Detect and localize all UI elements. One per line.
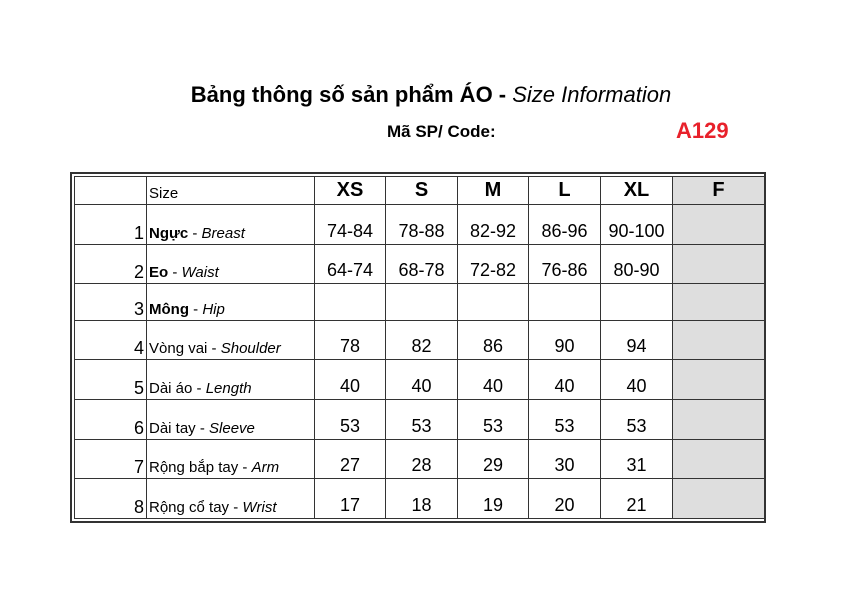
- value-cell-f: [673, 320, 765, 360]
- value-cell-m: 19: [458, 479, 529, 519]
- measurement-name: [147, 399, 315, 439]
- value-cell-f: [673, 244, 765, 284]
- value-cell-xl: 40: [601, 360, 673, 400]
- table-row: [75, 320, 765, 360]
- value-cell-m: [458, 284, 529, 320]
- value-cell-l: 40: [529, 360, 601, 400]
- value-cell-f: [673, 360, 765, 400]
- size-header-xs: XS: [315, 177, 386, 205]
- row-index: 7: [75, 439, 147, 479]
- size-header-s: S: [386, 177, 458, 205]
- value-cell-m: 72-82: [458, 244, 529, 284]
- value-cell-l: 86-96: [529, 205, 601, 245]
- value-cell-xl: [601, 284, 673, 320]
- table-row: [75, 360, 765, 400]
- measurement-name: [147, 205, 315, 245]
- measurement-name-english: Wrist: [242, 499, 277, 516]
- size-header-f: F: [673, 177, 765, 205]
- value-cell-m: 86: [458, 320, 529, 360]
- row-index: 8: [75, 479, 147, 519]
- value-cell-f: [673, 479, 765, 519]
- value-cell-m: 82-92: [458, 205, 529, 245]
- row-index: 3: [75, 284, 147, 320]
- measurement-name-english: Waist: [181, 264, 219, 282]
- value-cell-m: 53: [458, 399, 529, 439]
- value-cell-s: [386, 284, 458, 320]
- measurement-name-english: Arm: [251, 459, 280, 477]
- table-row: [75, 205, 765, 245]
- measurement-name-separator: -: [238, 459, 252, 477]
- measurement-name-vietnamese: Rộng bắp tay: [149, 459, 239, 477]
- value-cell-f: [673, 284, 765, 320]
- measurement-name-vietnamese: Mông: [149, 300, 189, 318]
- measurement-name-english: Shoulder: [220, 340, 281, 358]
- value-cell-xs: [315, 284, 386, 320]
- size-header-m: M: [458, 177, 529, 205]
- measurement-name-english: Hip: [202, 300, 225, 318]
- header-blank-cell: [75, 177, 147, 205]
- table-row: [75, 244, 765, 284]
- value-cell-l: 76-86: [529, 244, 601, 284]
- measurement-name: [147, 244, 315, 284]
- value-cell-f: [673, 205, 765, 245]
- table-row: [75, 399, 765, 439]
- value-cell-xs: 78: [315, 320, 386, 360]
- value-cell-f: [673, 399, 765, 439]
- value-cell-s: 40: [386, 360, 458, 400]
- value-cell-s: 28: [386, 439, 458, 479]
- product-code-value: A129: [676, 118, 729, 143]
- size-header-xl: XL: [601, 177, 673, 205]
- measurement-name-separator: -: [207, 340, 221, 358]
- value-cell-m: 29: [458, 439, 529, 479]
- value-cell-f: [673, 439, 765, 479]
- value-cell-xl: 94: [601, 320, 673, 360]
- value-cell-l: 90: [529, 320, 601, 360]
- value-cell-xl: 31: [601, 439, 673, 479]
- measurement-name-vietnamese: Eo: [149, 264, 169, 282]
- measurement-name-vietnamese: Dài tay: [149, 419, 196, 437]
- table-row: [75, 439, 765, 479]
- measurement-name-english: Sleeve: [209, 419, 255, 437]
- measurement-name-separator: -: [188, 224, 202, 242]
- value-cell-xs: 17: [315, 479, 386, 519]
- size-table-frame: [70, 172, 766, 523]
- value-cell-s: 78-88: [386, 205, 458, 245]
- measurement-name: [147, 360, 315, 400]
- row-index: 4: [75, 320, 147, 360]
- measurement-name-english: Breast: [201, 224, 245, 242]
- value-cell-l: [529, 284, 601, 320]
- measurement-name-separator: -: [188, 300, 203, 318]
- value-cell-m: 40: [458, 360, 529, 400]
- table-header-row: [75, 177, 765, 205]
- product-code-label: Mã SP/ Code:: [387, 122, 496, 141]
- row-index: 2: [75, 244, 147, 284]
- measurement-name: [147, 320, 315, 360]
- value-cell-s: 53: [386, 399, 458, 439]
- row-index: 1: [75, 205, 147, 245]
- measurement-name-separator: -: [229, 499, 243, 516]
- row-index: 5: [75, 360, 147, 400]
- measurement-name-vietnamese: Dài áo: [149, 379, 193, 397]
- value-cell-xl: 53: [601, 399, 673, 439]
- title-english: Size Information: [512, 82, 672, 107]
- table-row: [75, 284, 765, 320]
- measurement-name-separator: -: [192, 379, 206, 397]
- value-cell-xs: 53: [315, 399, 386, 439]
- measurement-name-english: Length: [205, 379, 252, 397]
- measurement-name: [147, 439, 315, 479]
- value-cell-xs: 74-84: [315, 205, 386, 245]
- row-index: 6: [75, 399, 147, 439]
- table-row: [75, 479, 765, 519]
- value-cell-xl: 90-100: [601, 205, 673, 245]
- value-cell-s: 18: [386, 479, 458, 519]
- value-cell-xs: 40: [315, 360, 386, 400]
- value-cell-s: 82: [386, 320, 458, 360]
- measurement-name-separator: -: [195, 419, 210, 437]
- value-cell-xs: 27: [315, 439, 386, 479]
- value-cell-xl: 21: [601, 479, 673, 519]
- title-vietnamese: Bảng thông số sản phẩm ÁO -: [190, 82, 507, 107]
- size-table: [74, 176, 765, 519]
- value-cell-l: 30: [529, 439, 601, 479]
- measurement-name: [147, 284, 315, 320]
- measurement-name-vietnamese: Rộng cổ tay: [149, 499, 230, 516]
- measurement-name: [147, 479, 315, 519]
- value-cell-s: 68-78: [386, 244, 458, 284]
- size-column-label: Size: [147, 177, 315, 205]
- measurement-name-vietnamese: Vòng vai: [149, 340, 208, 358]
- page-title: [0, 80, 851, 110]
- measurement-name-separator: -: [168, 264, 182, 282]
- measurement-name-vietnamese: Ngực: [149, 224, 189, 242]
- size-header-l: L: [529, 177, 601, 205]
- value-cell-l: 20: [529, 479, 601, 519]
- value-cell-l: 53: [529, 399, 601, 439]
- value-cell-xl: 80-90: [601, 244, 673, 284]
- value-cell-xs: 64-74: [315, 244, 386, 284]
